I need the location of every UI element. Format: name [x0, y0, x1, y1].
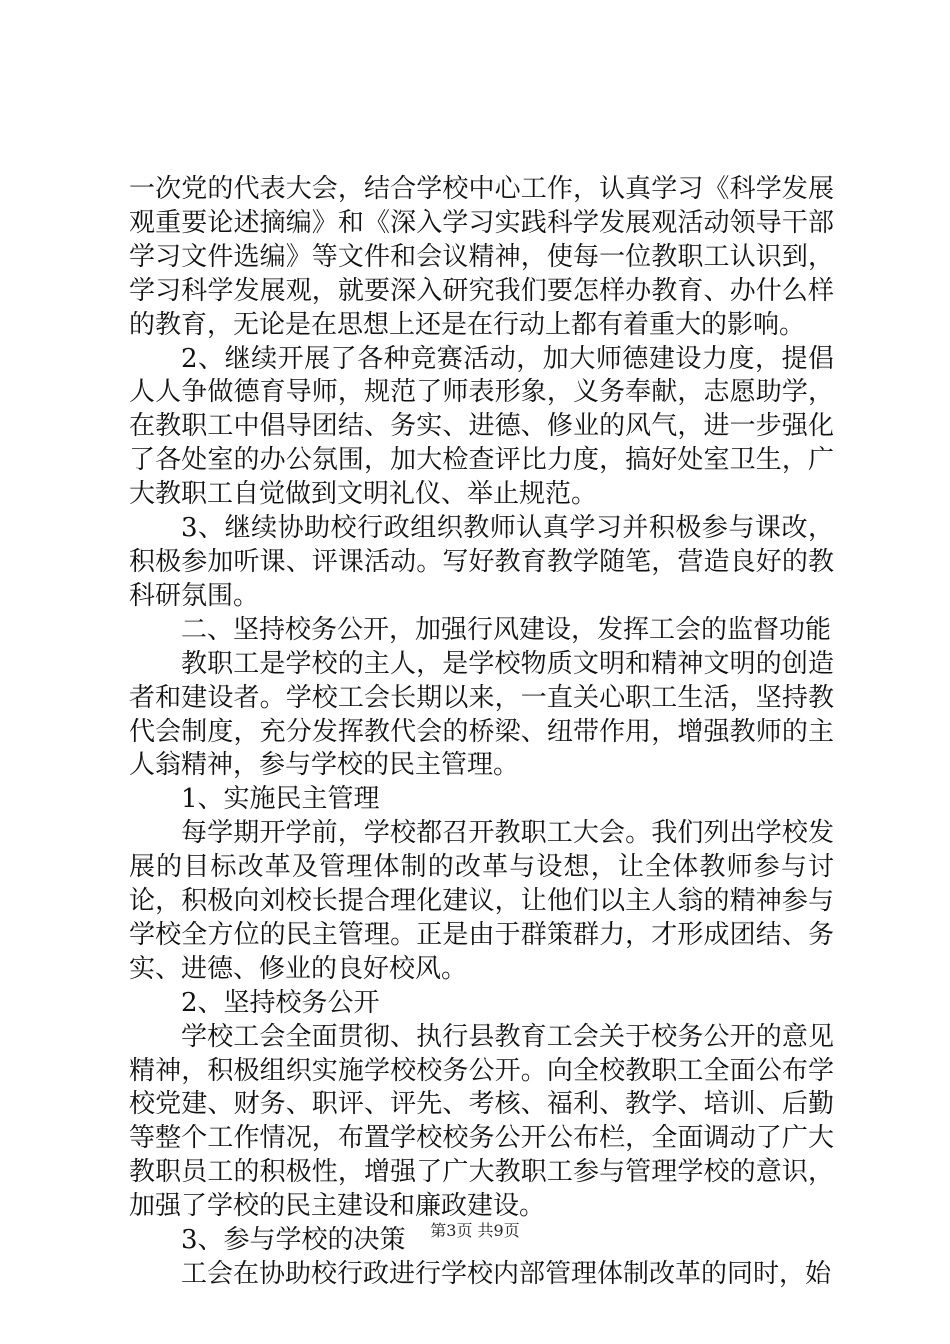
subheading-decision-making: 3、参与学校的决策: [181, 1225, 406, 1256]
paragraph-item-3: 3、继续协助校行政组织教师认真学习并积极参与课改，积极参加听课、评课活动。写好教育教学随笔，营造良好的教科研氛围。: [129, 513, 834, 611]
paragraph-affairs-disclosure: 学校工会全面贯彻、执行县教育工会关于校务公开的意见精神，积极组织实施学校校务公开。向全校教职工全面公布学校党建、财务、职评、评先、考核、福利、教学、培训、后勤等整个工作情况，布置学校校务公开公布栏，全面调动了广大教职员工的积极性，增强了广大教职工参与管理学校的意识，加强了学校的民主建设和廉政建设。: [129, 1021, 834, 1222]
document-body: [129, 173, 834, 1292]
section-heading: 二、坚持校务公开，加强行风建设，发挥工会的监督功能: [181, 614, 832, 645]
paragraph-decision-making: 工会在协助校行政进行学校内部管理体制改革的同时，始: [181, 1259, 832, 1289]
page-footer: 第3页 共9页: [430, 1221, 520, 1240]
paragraph-section-intro: 教职工是学校的主人，是学校物质文明和精神文明的创造者和建设者。学校工会长期以来，一直关心职工生活，坚持教代会制度，充分发挥教代会的桥梁、纽带作用，增强教师的主人翁精神，参与学校的民主管理。: [129, 648, 834, 781]
subheading-democratic-management: 1、实施民主管理: [181, 784, 380, 815]
paragraph-continuation: 一次党的代表大会，结合学校中心工作，认真学习《科学发展观重要论述摘编》和《深入学习实践科学发展观活动领导干部学习文件选编》等文件和会议精神，使每一位教职工认识到，学习科学发展观，就要深入研究我们要怎样办教育、办什么样的教育，无论是在思想上还是在行动上都有着重大的影响。: [129, 174, 834, 340]
paragraph-item-2: 2、继续开展了各种竞赛活动，加大师德建设力度，提倡人人争做德育导师，规范了师表形象，义务奉献，志愿助学，在教职工中倡导团结、务实、进德、修业的风气，进一步强化了各处室的办公氛围，加大检查评比力度，搞好处室卫生，广大教职工自觉做到文明礼仪、举止规范。: [129, 343, 834, 510]
subheading-affairs-disclosure: 2、坚持校务公开: [181, 987, 380, 1018]
paragraph-democratic-management: 每学期开学前，学校都召开教职工大会。我们列出学校发展的目标改革及管理体制的改革与设想，让全体教师参与讨论，积极向刘校长提合理化建议，让他们以主人翁的精神参与学校全方位的民主管理。正是由于群策群力，才形成团结、务实、进德、修业的良好校风。: [129, 818, 834, 984]
